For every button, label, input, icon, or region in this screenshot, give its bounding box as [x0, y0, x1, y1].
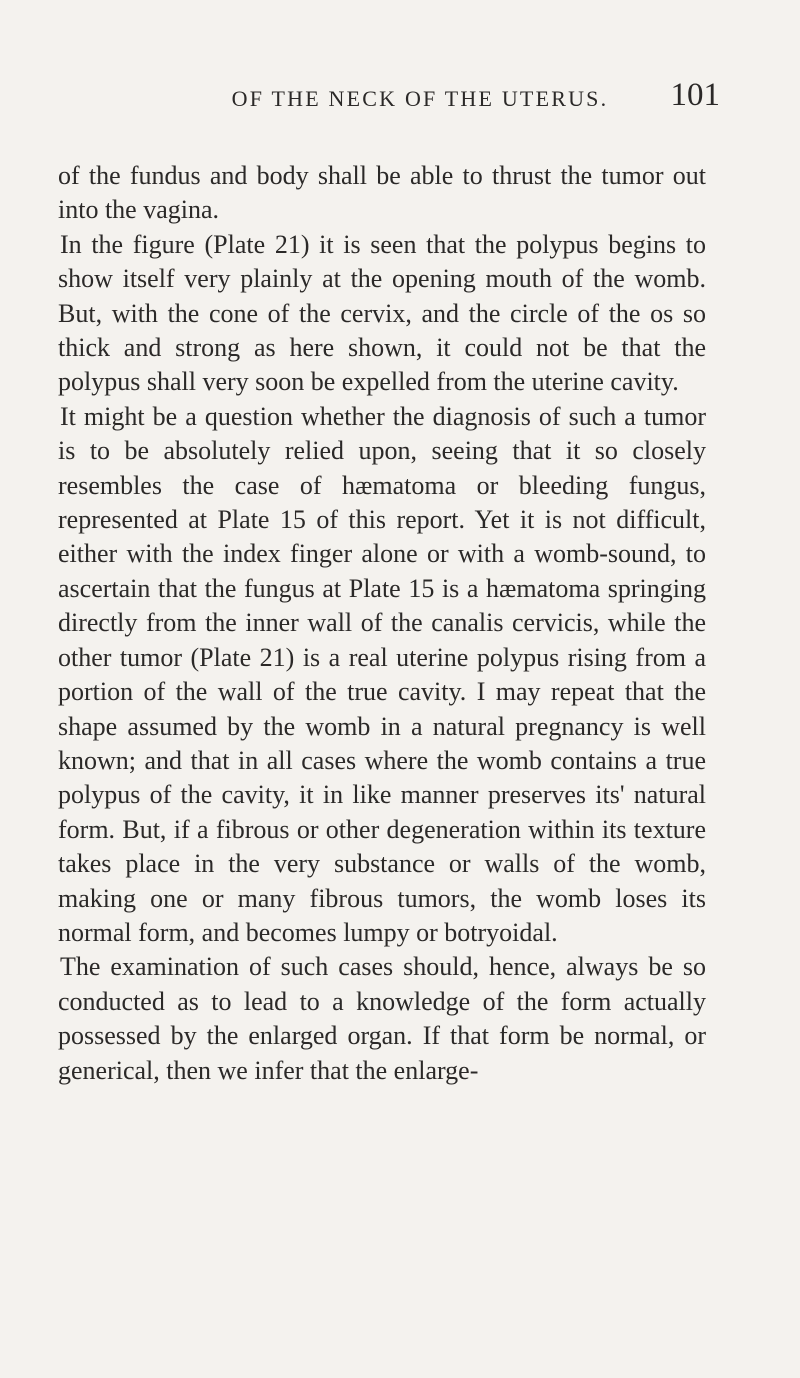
paragraph: The examination of such cases should, hence, always be so conducted as to lead to a knowledge of the form actually possessed by the enlarged organ. If that form be normal, or generical, then we infer that the enlarge-	[58, 952, 706, 1085]
paragraph: It might be a question whether the diagnosis of such a tumor is to be absolutely relied upon, seeing that it so closely resembles the case of hæmatoma or bleeding fungus, represented at Plate 15 of this report. Yet it is not difficult, either with the index finger alone or with a womb-sound, to ascertain that the fungus at Plate 15 is a hæmatoma springing directly from the inner wall of the canalis cervicis, while the other tumor (Plate 21) is a real uterine polypus rising from a portion of the wall of the true cavity. I may repeat that the shape assumed by the womb in a natural pregnancy is well known; and that in all cases where the womb contains a true polypus of the cavity, it in like manner preserves its' natural form. But, if a fibrous or other degeneration within its texture takes place in the very substance or walls of the womb, making one or many fibrous tumors, the womb loses its normal form, and becomes lumpy or botryoidal.	[58, 401, 706, 947]
paragraph-continuation: of the fundus and body shall be able to thrust the tumor out into the vagina.	[58, 161, 706, 225]
running-title: OF THE NECK OF THE UTERUS.	[231, 85, 609, 111]
page-header	[120, 77, 720, 134]
paragraph: In the figure (Plate 21) it is seen that the polypus begins to show itself very plainly at the opening mouth of the womb. But, with the cone of the cervix, and the circle of the os so thick and strong as here shown, it could not be that the polypus shall very soon be expelled from the uterine cavity.	[58, 229, 706, 397]
body-text	[58, 159, 706, 1088]
page-number: 101	[670, 77, 720, 113]
